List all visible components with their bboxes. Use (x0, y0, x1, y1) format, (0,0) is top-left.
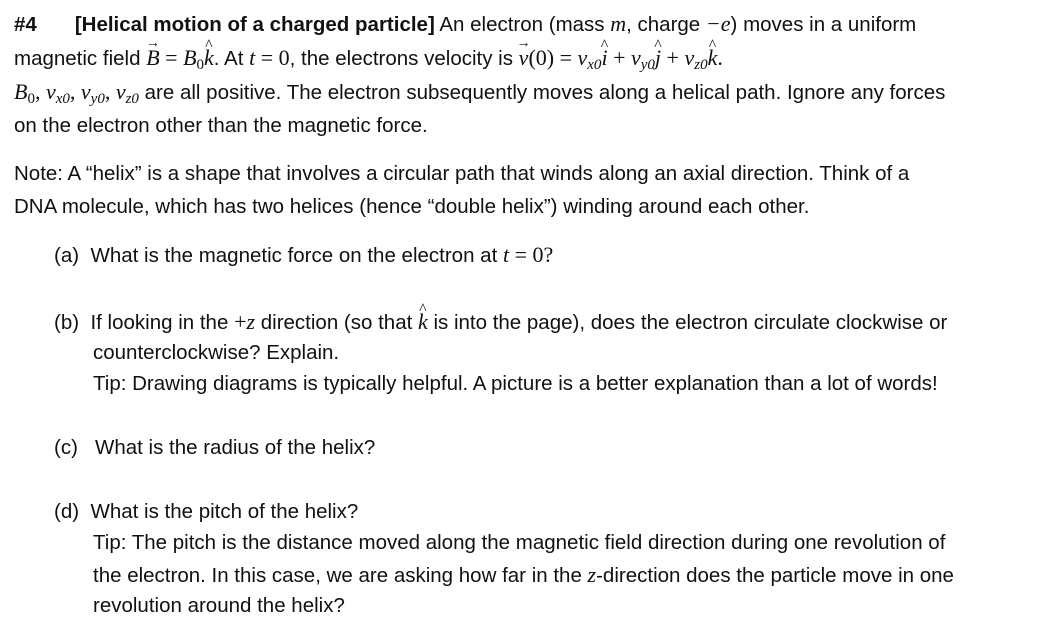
part-d-tip-text: the electron. In this case, we are asking how far in the (93, 564, 588, 587)
plus-sign: + (661, 45, 685, 70)
part-d-tip-line-1 (93, 531, 945, 555)
b-vector-symbol: B → (146, 46, 159, 70)
equals-zero: = 0 (255, 45, 290, 70)
problem-text: . At (213, 47, 250, 70)
b0-symbol: B (14, 79, 28, 104)
v-vector-symbol: v → (519, 46, 529, 70)
part-d-tip-text: -direction does the particle move in one (596, 564, 954, 587)
subscript-z0: z0 (694, 57, 708, 73)
charge-symbol: −e (705, 11, 731, 36)
subscript-x0: x0 (587, 57, 602, 73)
vz0-symbol: v (684, 45, 695, 70)
subscript-y0: y0 (90, 91, 105, 107)
problem-line-4 (14, 114, 428, 138)
part-a (54, 243, 553, 268)
problem-text: are all positive. The electron subsequently moves along a helical path. Ignore any forces (138, 81, 946, 104)
part-b-text: direction (so that (255, 311, 418, 334)
part-b-tip (93, 372, 938, 396)
part-c-label: (c) (54, 436, 78, 459)
vy0-symbol: v (630, 45, 641, 70)
j-hat-symbol: j ^ (655, 46, 661, 70)
problem-text: , the electrons velocity is (289, 47, 519, 70)
subscript-y0: y0 (640, 57, 655, 73)
part-d-tip-line-3 (93, 594, 345, 618)
part-b-text: is into the page), does the electron circulate clockwise or (427, 311, 948, 334)
subscript-x0: x0 (55, 91, 70, 107)
subscript-0: 0 (196, 57, 205, 73)
problem-text: ) moves in a uniform (730, 13, 917, 36)
note-text: DNA molecule, which has two helices (hence “double helix”) winding around each other. (14, 195, 810, 218)
i-hat-symbol: i ^ (601, 46, 607, 70)
note-text: Note: A “helix” is a shape that involves a circular path that winds along an axial direction. Think of a (14, 162, 910, 185)
problem-number: #4 (14, 13, 37, 36)
subscript-0: 0 (27, 91, 35, 107)
part-d (54, 500, 358, 524)
vx0-symbol: v (45, 79, 56, 104)
part-d-tip-text: Tip: The pitch is the distance moved along the magnetic field direction during one revolution of (93, 531, 946, 554)
problem-text: on the electron other than the magnetic force. (14, 114, 428, 137)
period: . (717, 45, 723, 70)
z-symbol: z (246, 309, 256, 334)
vz0-symbol: v (115, 79, 126, 104)
k-hat-symbol: k ^ (418, 310, 428, 334)
time-symbol: t (502, 242, 510, 267)
k-hat-symbol: k ^ (708, 46, 718, 70)
part-c-text: What is the radius of the helix? (95, 436, 376, 459)
vx0-symbol: v (577, 45, 588, 70)
v0-expression: (0) = (528, 45, 578, 70)
problem-line-3: $B_0$, $v_{x0}$, $v_{y0}$, $v_{z0}$ are all positive. The electron subsequently moves along a helical path. Ignore any forces (14, 79, 946, 107)
subscript-z0: z0 (125, 91, 139, 107)
part-d-tip-line-2 (93, 563, 954, 588)
b0-symbol: B (183, 45, 197, 70)
equals-sign: = (159, 45, 184, 70)
part-d-label: (d) (54, 500, 80, 523)
part-d-text: What is the pitch of the helix? (90, 500, 359, 523)
k-hat-symbol: k ^ (204, 46, 214, 70)
part-a-text: What is the magnetic force on the electron at (90, 244, 503, 267)
note-line-1 (14, 162, 909, 186)
part-b-line-2 (93, 341, 339, 365)
problem-text: magnetic field (14, 47, 147, 70)
vy0-symbol: v (80, 79, 91, 104)
problem-text: , charge (626, 13, 706, 36)
problem-text: An electron (mass (434, 13, 611, 36)
note-line-2 (14, 195, 809, 219)
problem-line-2 (14, 46, 723, 71)
z-symbol: z (587, 562, 597, 587)
time-symbol: t (249, 45, 256, 70)
plus-sign: + (234, 309, 247, 334)
mass-symbol: m (610, 11, 627, 36)
plus-sign: + (607, 45, 631, 70)
part-b-label: (b) (54, 311, 80, 334)
equals-zero-question: = 0? (509, 242, 554, 267)
part-b-text: counterclockwise? Explain. (93, 341, 340, 364)
part-b-text: If looking in the (90, 311, 235, 334)
part-b-tip-text: Tip: Drawing diagrams is typically helpful. A picture is a better explanation than a lot of words! (93, 372, 938, 395)
part-d-tip-text: revolution around the helix? (93, 594, 345, 617)
problem-title: [Helical motion of a charged particle] (74, 13, 435, 36)
part-b-line-1 (54, 310, 947, 335)
part-c (54, 436, 375, 460)
part-a-label: (a) (54, 244, 80, 267)
